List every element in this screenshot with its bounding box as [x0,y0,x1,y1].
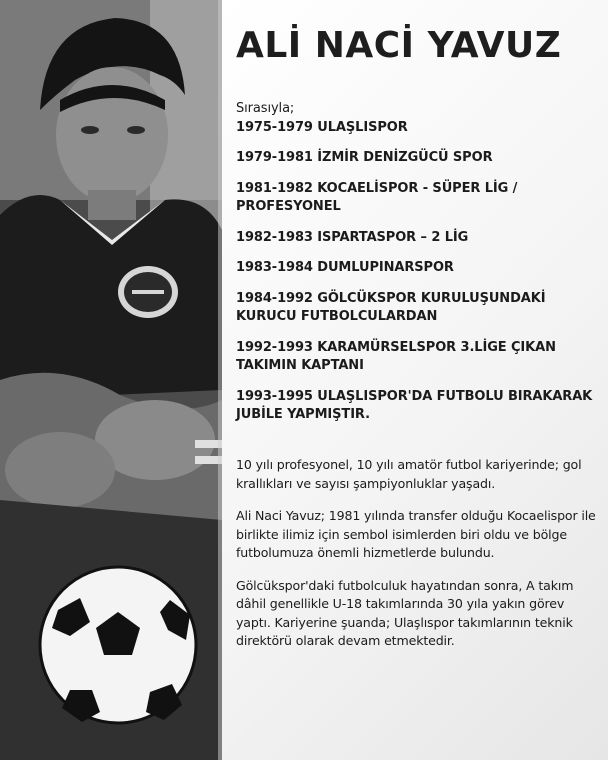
career-item: 1982-1983 ISPARTASPOR – 2 LİG [236,229,469,245]
biography-paragraph: 10 yılı profesyonel, 10 yılı amatör futbol kariyerinde; gol krallıkları ve sayısı şampiyonluklar yaşadı. [236,457,582,491]
career-item: 1992-1993 KARAMÜRSELSPOR 3.LİGE ÇIKAN TAKIMIN KAPTANI [236,339,556,373]
career-item: 1983-1984 DUMLUPINARSPOR [236,260,454,275]
player-photo-illustration [0,0,222,760]
career-item: 1984-1992 GÖLCÜKSPOR KURULUŞUNDAKİ KURUCU FUTBOLCULARDAN [236,290,546,324]
career-item: 1975-1979 ULAŞLISPOR [236,119,408,135]
career-item: 1981-1982 KOCAELİSPOR - SÜPER LİG / PROFESYONEL [236,180,518,214]
player-photo [0,0,222,760]
career-intro [236,100,598,137]
page-title: ALİ NACİ YAVUZ [236,25,562,66]
career-intro-text: Sırasıyla; [236,101,295,116]
biography-paragraph: Gölcükspor'daki futbolculuk hayatından sonra, A takım dâhil genellikle U-18 takımlarında 30 yıla yakın görev yaptı. Kariyerine şuanda; Ulaşlıspor takımlarının teknik direktörü olarak devam etmektedir. [236,577,574,648]
career-list [236,100,598,437]
biography [236,456,598,665]
career-item: 1993-1995 ULAŞLISPOR'DA FUTBOLU BIRAKARAK JUBİLE YAPMIŞTIR. [236,388,593,422]
biography-paragraph: Ali Naci Yavuz; 1981 yılında transfer olduğu Kocaelispor ile birlikte ilimiz için sembol isimlerden biri oldu ve bölge futbolumuza önemli hizmetlerde bulundu. [236,508,596,560]
career-item: 1979-1981 İZMİR DENİZGÜCÜ SPOR [236,150,493,165]
